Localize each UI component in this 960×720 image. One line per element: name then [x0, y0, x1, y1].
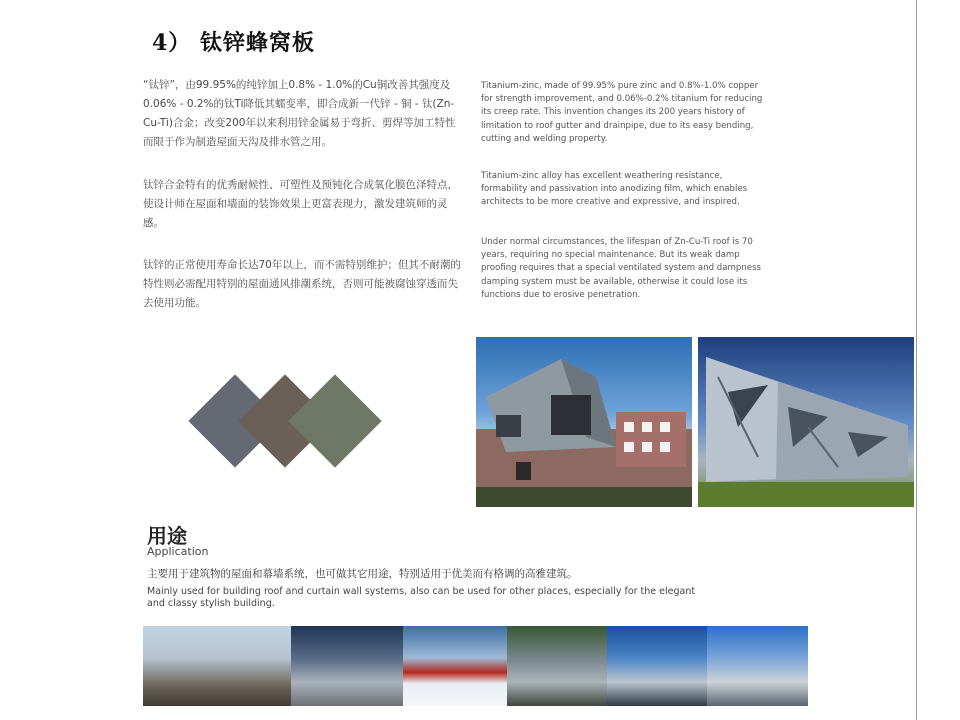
chinese-paragraph-weathering: 钛锌合金特有的优秀耐候性、可塑性及预钝化合成氧化膜色泽特点，使设计师在屋面和墙面的装饰效果上更富表现力，激发建筑师的灵感。: [143, 179, 458, 229]
swatch-green-grey: [288, 374, 381, 467]
reference-photo-dark-facade: [291, 626, 403, 706]
reference-photo-curved-building: [607, 626, 707, 706]
building-photo-zinc-facade: [698, 337, 914, 507]
building-photo-brick-zinc-illustration: [476, 337, 692, 507]
reference-photo-modern-block: [707, 626, 808, 706]
reference-photo-domed-palace: [143, 626, 291, 706]
reference-photo-curved-roof: [507, 626, 607, 706]
reference-photo-strip: [143, 626, 808, 706]
page-right-border: [916, 0, 917, 720]
application-heading-cn: 用途: [147, 524, 187, 548]
chinese-paragraph-lifespan: 钛锌的正常使用寿命长达70年以上，而不需特别维护；但其不耐潮的特性则必需配用特别的屋面通风排潮系统，否则可能被腐蚀穿透而失去使用功能。: [143, 259, 461, 309]
application-text-en: Mainly used for building roof and curtain wall systems, also can be used for other places, especially for the elegant and classy stylish building.: [147, 586, 696, 609]
building-photo-zinc-facade-illustration: [698, 337, 914, 507]
slide-title: 4） 钛锌蜂窝板: [152, 30, 315, 56]
application-heading-en: Application: [147, 545, 209, 558]
color-swatches: [190, 368, 380, 478]
reference-photo-mountain-hut: [403, 626, 507, 706]
chinese-paragraph-composition: “钛锌”，由99.95%的纯锌加上0.8% - 1.0%的Cu铜改善其强度及0.06% - 0.2%的钛Ti降低其蠕变率，即合成新一代锌 - 铜 - 钛(Zn-Cu-Ti)合金；改变200年以来利用锌金属易于弯折、剪焊等加工特性而限于作为制造屋面天沟及排水管之用。: [143, 79, 456, 148]
english-paragraph-composition: Titanium-zinc, made of 99.95% pure zinc and 0.8%-1.0% copper for strength improvement, and 0.06%-0.2% titanium for reducing its creep rate. This invention changes its 200 years history of limitation to roof gutter and drainpipe, due to its easy bending, cutting and welding property.: [481, 81, 763, 144]
english-paragraph-lifespan: Under normal circumstances, the lifespan of Zn-Cu-Ti roof is 70 years, requiring no special maintenance. But its weak damp proofing requires that a special ventilated system and dampness damping system must be available, otherwise it could lose its functions due to erosive penetration.: [481, 237, 762, 300]
english-paragraph-weathering: Titanium-zinc alloy has excellent weathering resistance, formability and passivation into anodizing film, which enables architects to be more creative and expressive, and inspired.: [481, 171, 748, 208]
building-photo-brick-zinc: [476, 337, 692, 507]
application-text-cn: 主要用于建筑物的屋面和幕墙系统，也可做其它用途，特别适用于优美而有格调的高雅建筑。: [147, 568, 578, 580]
